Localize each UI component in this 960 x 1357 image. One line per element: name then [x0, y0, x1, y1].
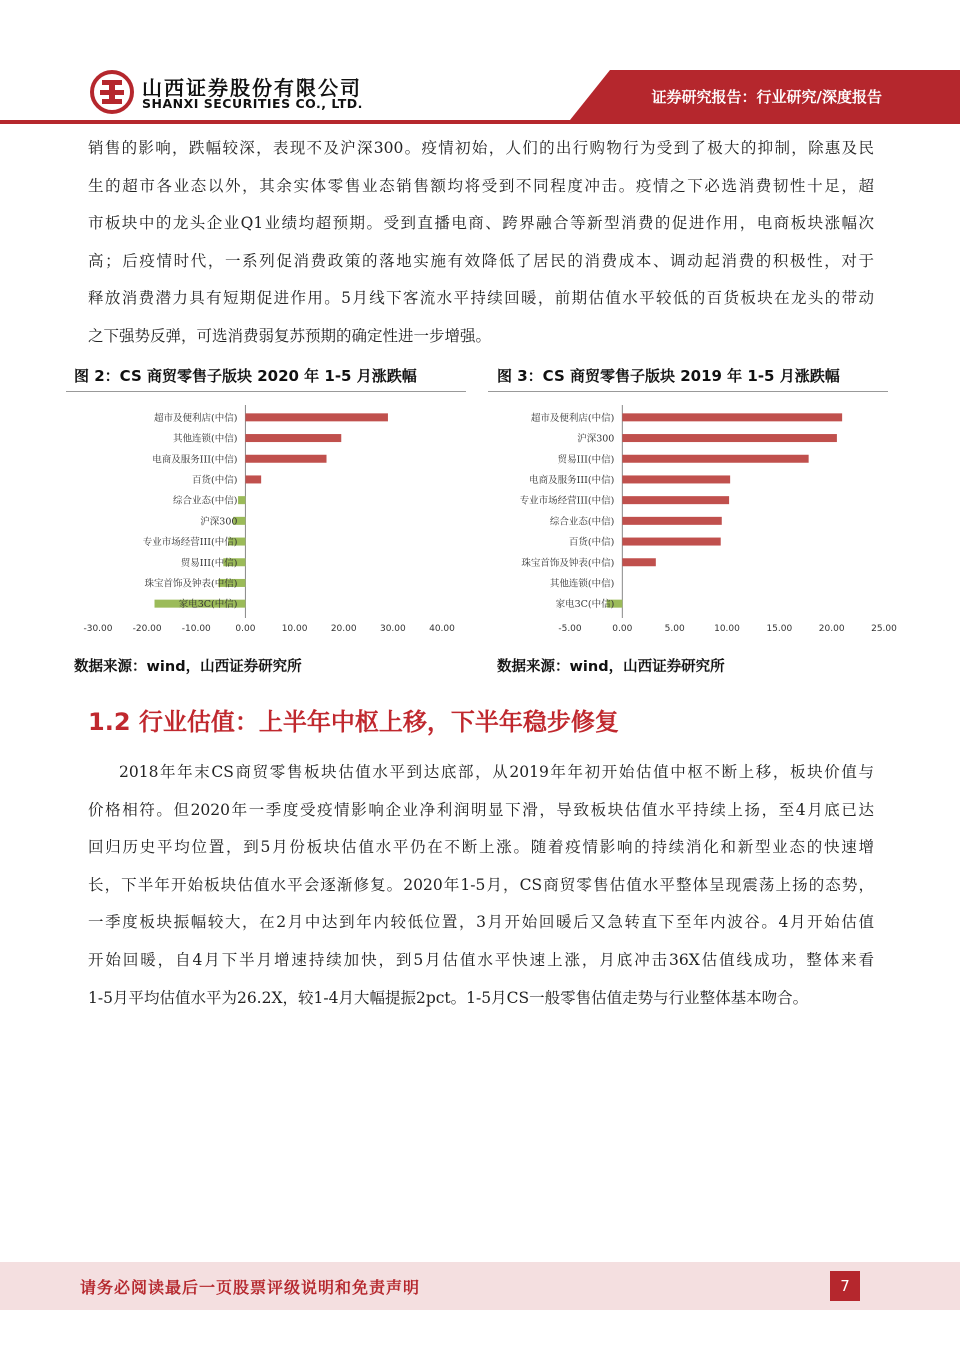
- paragraph-line: 市板块中的龙头企业Q1业绩均超预期。受到直播电商、跨界融合等新型消费的促进作用，电商板块涨幅次: [88, 214, 874, 233]
- figure-2-source: 数据来源：wind，山西证券研究所: [74, 659, 302, 675]
- x-tick-label: 0.00: [235, 624, 256, 634]
- x-tick-label: -20.00: [132, 624, 162, 634]
- section-paragraph: [88, 754, 874, 1017]
- category-label: 沪深300: [577, 433, 615, 445]
- chart-bar: [622, 496, 729, 504]
- intro-paragraph: [88, 130, 874, 356]
- x-tick-label: 25.00: [871, 624, 897, 634]
- x-tick-label: 40.00: [429, 624, 455, 634]
- x-tick-label: 5.00: [664, 624, 685, 634]
- x-tick-label: 10.00: [714, 624, 740, 634]
- figure-3-title: 图 3：CS 商贸零售子版块 2019 年 1-5 月涨跌幅: [497, 367, 840, 385]
- category-label: 家电3C(中信): [555, 599, 615, 611]
- paragraph-line: 1-5月平均估值水平为26.2X，较1-4月大幅提振2pct。1-5月CS一般零售估值走势与行业整体基本吻合。: [88, 988, 809, 1007]
- chart-bar: [245, 475, 261, 483]
- chart-bar: [622, 517, 721, 525]
- category-label: 沪深300: [200, 516, 238, 528]
- paragraph-line: 高；后疫情时代，一系列促消费政策的落地实施有效降低了居民的消费成本、调动起消费的积极性，对于: [88, 251, 874, 270]
- category-label: 电商及服务III(中信): [152, 454, 238, 466]
- category-label: 专业市场经营III(中信): [142, 537, 238, 549]
- paragraph-line: 销售的影响，跌幅较深，表现不及沪深300。疫情初始，人们的出行购物行为受到了极大的抑制，除惠及民: [88, 139, 874, 157]
- company-name-en: SHANXI SECURITIES CO., LTD.: [142, 96, 363, 111]
- page-header: [0, 0, 960, 125]
- figure-3-source: 数据来源：wind，山西证券研究所: [497, 659, 725, 675]
- x-tick-label: -30.00: [83, 624, 113, 634]
- x-tick-label: -10.00: [181, 624, 211, 634]
- section-heading: 1.2 行业估值：上半年中枢上移，下半年稳步修复: [88, 708, 619, 736]
- company-logo-icon: [90, 70, 134, 114]
- category-label: 超市及便利店(中信): [154, 412, 238, 424]
- category-label: 贸易III(中信): [180, 557, 238, 569]
- paragraph-line: 回归历史平均位置，到5月份板块估值水平仍在不断上涨。随着疫情影响的持续消化和新型业态的快速增: [88, 838, 874, 857]
- category-label: 贸易III(中信): [557, 454, 615, 466]
- paragraph-line: 一季度板块振幅较大，在2月中达到年内较低位置，3月开始回暖后又急转直下至年内波谷。4月开始估值: [88, 913, 874, 932]
- chart-bar: [622, 455, 808, 463]
- figure-2-title: 图 2：CS 商贸零售子版块 2020 年 1-5 月涨跌幅: [74, 367, 417, 385]
- category-label: 珠宝首饰及钟表(中信): [521, 557, 615, 569]
- x-tick-label: 20.00: [818, 624, 845, 634]
- report-tag: 证券研究报告：行业研究/深度报告: [651, 88, 882, 106]
- figure-3-chart: [488, 395, 897, 645]
- x-tick-label: 30.00: [379, 624, 406, 634]
- chart-bar: [622, 475, 730, 483]
- category-label: 其他连锁(中信): [549, 578, 615, 590]
- category-label: 珠宝首饰及钟表(中信): [144, 578, 238, 590]
- category-label: 百货(中信): [192, 474, 238, 486]
- page-number: 7: [830, 1271, 860, 1301]
- figure-2-rule: [66, 391, 466, 392]
- x-tick-label: 15.00: [766, 624, 793, 634]
- paragraph-line: 之下强势反弹，可选消费弱复苏预期的确定性进一步增强。: [88, 326, 492, 345]
- chart-bar: [622, 434, 837, 442]
- category-label: 电商及服务III(中信): [529, 474, 615, 486]
- paragraph-line: 释放消费潜力具有短期促进作用。5月线下客流水平持续回暖，前期估值水平较低的百货板块在龙头的带动: [88, 289, 874, 308]
- category-label: 超市及便利店(中信): [530, 412, 615, 424]
- footer-disclaimer: 请务必阅读最后一页股票评级说明和免责声明: [80, 1278, 421, 1297]
- company-name-cn: 山西证券股份有限公司: [142, 76, 362, 100]
- x-tick-label: 0.00: [612, 624, 633, 634]
- paragraph-line: 价格相符。但2020年一季度受疫情影响企业净利润明显下滑，导致板块估值水平持续上扬，至4月底已达: [88, 800, 874, 819]
- x-tick-label: -5.00: [558, 624, 582, 634]
- chart-bar: [238, 496, 245, 504]
- paragraph-line: 生的超市各业态以外，其余实体零售业态销售额均将受到不同程度冲击。疫情之下必选消费韧性十足，超: [88, 176, 874, 195]
- category-label: 百货(中信): [568, 537, 615, 549]
- category-label: 其他连锁(中信): [173, 433, 238, 445]
- x-tick-label: 10.00: [281, 624, 308, 634]
- chart-bar: [622, 413, 842, 421]
- chart-bar: [245, 455, 326, 463]
- chart-bar: [245, 413, 388, 421]
- category-label: 综合业态(中信): [549, 516, 615, 528]
- figure-2-chart: [66, 395, 466, 645]
- x-tick-label: 20.00: [330, 624, 357, 634]
- category-label: 综合业态(中信): [173, 495, 238, 507]
- chart-bar: [622, 558, 655, 566]
- paragraph-line: 2018年年末CS商贸零售板块估值水平到达底部，从2019年年初开始估值中枢不断上移，板块价值与: [119, 763, 874, 781]
- header-divider: [0, 120, 960, 124]
- chart-bar: [622, 538, 720, 546]
- figure-3-rule: [488, 391, 888, 392]
- category-label: 家电3C(中信): [178, 599, 238, 611]
- paragraph-line: 开始回暖，自4月下半月增速持续加快，到5月估值水平快速上涨，月底冲击36X估值线成功，整体来看: [88, 950, 874, 969]
- category-label: 专业市场经营III(中信): [519, 495, 615, 507]
- chart-bar: [245, 434, 341, 442]
- paragraph-line: 长，下半年开始板块估值水平会逐渐修复。2020年1-5月，CS商贸零售估值水平整体呈现震荡上扬的态势，: [88, 875, 874, 894]
